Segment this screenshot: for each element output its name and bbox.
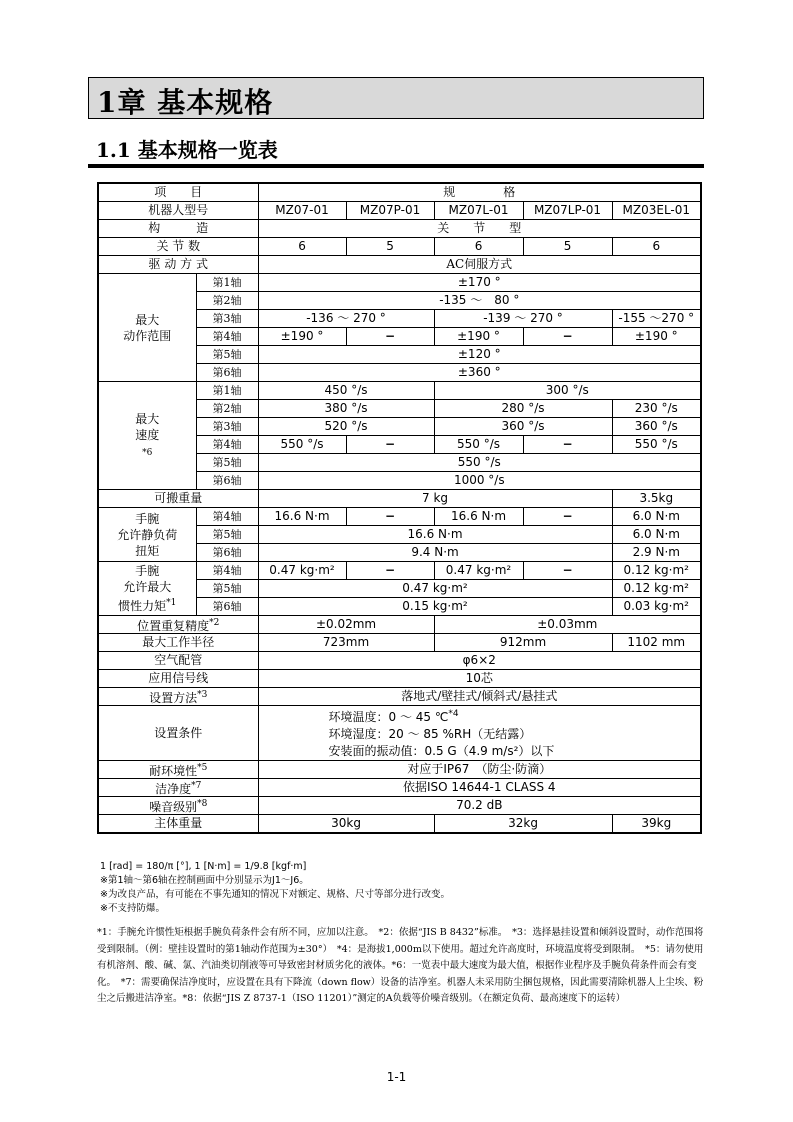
table-row (98, 382, 701, 400)
value-cell: ±360 ° (258, 364, 701, 382)
value-cell: 1102 mm (612, 634, 701, 652)
value-cell: 300 °/s (434, 382, 701, 400)
value-cell: 550 °/s (258, 436, 346, 454)
speed-label-2: 速度 (135, 427, 160, 442)
header-item: 项 目 (98, 183, 258, 202)
page-number: 1-1 (386, 1070, 407, 1084)
model-cell: MZ07-01 (258, 202, 346, 220)
row-label (98, 797, 258, 815)
value-cell: 280 °/s (434, 400, 612, 418)
speed-label-1: 最大 (135, 411, 160, 426)
chapter-header (88, 77, 704, 119)
value-cell: ±190 ° (612, 328, 701, 346)
value-cell: 30kg (258, 815, 434, 834)
axis-label: 第5轴 (196, 454, 258, 472)
explosion-note: ※不支持防爆。 (100, 903, 165, 914)
value-cell: AC伺服方式 (258, 256, 701, 274)
cond-temp-note: *4 (448, 709, 459, 719)
model-cell: MZ03EL-01 (612, 202, 701, 220)
row-label (98, 761, 258, 779)
axis-label: 第3轴 (196, 310, 258, 328)
speed-note: *6 (142, 447, 153, 458)
axis-label: 第4轴 (196, 436, 258, 454)
axis-label: 第1轴 (196, 382, 258, 400)
value-cell: 6 (258, 238, 346, 256)
row-label: 构 造 (98, 220, 258, 238)
value-cell: -139 ～ 270 ° (434, 310, 612, 328)
range-label-1: 最大 (135, 312, 160, 327)
row-label: 主体重量 (98, 815, 258, 834)
value-cell: 550 °/s (434, 436, 523, 454)
spec-table (97, 182, 702, 834)
value-cell: − (346, 436, 434, 454)
value-cell: 7 kg (258, 490, 612, 508)
row-label: 驱 动 方 式 (98, 256, 258, 274)
model-cell: MZ07L-01 (434, 202, 523, 220)
table-row (98, 797, 701, 815)
axis-label: 第4轴 (196, 508, 258, 526)
cond-humidity: 环境湿度：20 ～ 85 %RH（无结露） (328, 727, 532, 741)
mount-label: 设置方法 (149, 690, 198, 705)
value-cell: 0.12 kg·m² (612, 580, 701, 598)
value-cell: 912mm (434, 634, 612, 652)
value-cell: 0.47 kg·m² (258, 580, 612, 598)
value-cell: 70.2 dB (258, 797, 701, 815)
axis-label: 第2轴 (196, 292, 258, 310)
value-cell: 230 °/s (612, 400, 701, 418)
group-label-moment (98, 508, 196, 562)
value-cell: 380 °/s (258, 400, 434, 418)
table-row (98, 688, 701, 706)
value-cell: 723mm (258, 634, 434, 652)
table-row (98, 183, 701, 202)
value-cell: φ6×2 (258, 652, 701, 670)
table-row (98, 238, 701, 256)
value-cell: 16.6 N·m (258, 508, 346, 526)
group-label-range (98, 274, 196, 382)
value-cell: 9.4 N·m (258, 544, 612, 562)
row-label (98, 688, 258, 706)
value-cell: − (523, 328, 612, 346)
value-cell: ±0.02mm (258, 616, 434, 634)
axis-label: 第4轴 (196, 328, 258, 346)
value-cell: 550 °/s (258, 454, 701, 472)
value-cell: 0.12 kg·m² (612, 562, 701, 580)
table-row (98, 670, 701, 688)
env-label: 耐环境性 (149, 763, 198, 778)
value-cell: − (346, 328, 434, 346)
table-row (98, 202, 701, 220)
group-label-speed (98, 382, 196, 490)
table-row (98, 274, 701, 292)
value-cell: 16.6 N·m (258, 526, 612, 544)
value-cell: 关 节 型 (258, 220, 701, 238)
value-cell: 依据ISO 14644-1 CLASS 4 (258, 779, 701, 797)
value-cell: 360 °/s (434, 418, 612, 436)
value-cell: 0.15 kg·m² (258, 598, 612, 616)
cond-vibration: 安装面的振动值：0.5 G（4.9 m/s²）以下 (328, 744, 555, 758)
table-row (98, 256, 701, 274)
clean-note: *7 (191, 780, 202, 791)
table-row (98, 562, 701, 580)
value-cell: ±0.03mm (434, 616, 701, 634)
axis-label: 第2轴 (196, 400, 258, 418)
value-cell: ±190 ° (258, 328, 346, 346)
value-cell: 2.9 N·m (612, 544, 701, 562)
value-cell: -135 ～ 80 ° (258, 292, 701, 310)
axis-label: 第4轴 (196, 562, 258, 580)
table-row (98, 815, 701, 834)
value-cell: − (523, 436, 612, 454)
inertia-label-1: 手腕 (135, 564, 160, 578)
inertia-label-2: 允许最大 (123, 580, 172, 594)
axis-label: 第1轴 (196, 274, 258, 292)
table-row (98, 652, 701, 670)
moment-label-1: 手腕 (135, 511, 160, 526)
axis-label: 第5轴 (196, 346, 258, 364)
axis-label: 第5轴 (196, 526, 258, 544)
chapter-title: 1章 基本规格 (97, 86, 274, 119)
value-cell: ±190 ° (434, 328, 523, 346)
axis-label: 第3轴 (196, 418, 258, 436)
inertia-note: *1 (166, 598, 177, 608)
value-cell: 6.0 N·m (612, 508, 701, 526)
value-cell: ±120 ° (258, 346, 701, 364)
axis-label: 第6轴 (196, 472, 258, 490)
table-row (98, 761, 701, 779)
table-row (98, 634, 701, 652)
row-label (98, 779, 258, 797)
conditions-cell (258, 706, 701, 761)
value-cell: 落地式/壁挂式/倾斜式/悬挂式 (258, 688, 701, 706)
value-cell: 0.03 kg·m² (612, 598, 701, 616)
value-cell: − (523, 562, 612, 580)
axis-label: 第6轴 (196, 364, 258, 382)
value-cell: ±170 ° (258, 274, 701, 292)
table-row (98, 706, 701, 761)
change-note: ※为改良产品，有可能在不事先通知的情况下对额定、规格、尺寸等部分进行改变。 (100, 889, 450, 900)
row-label: 机器人型号 (98, 202, 258, 220)
inertia-label-3: 惯性力矩 (118, 599, 167, 613)
value-cell: 39kg (612, 815, 701, 834)
mount-note: *3 (197, 689, 208, 700)
value-cell: − (346, 508, 434, 526)
range-label-2: 动作范围 (123, 328, 172, 343)
env-note: *5 (197, 762, 208, 773)
row-label: 空气配管 (98, 652, 258, 670)
footnotes: *1：手腕允许惯性矩根据手腕负荷条件会有所不同，应加以注意。 *2：依据“JIS B 8432”标准。 *3：选择悬挂设置和倾斜设置时，动作范围将受到限制。（例：壁挂设置时的第1轴动作范围为±30°） *4：是海拔1,000m以下使用。超过允许高度时，环境温度将受到限制。 *5：请勿使用有机溶剂、酸、碱、氯、汽油类切削液等可导致密封材质劣化的液体。*6：一览表中最大速度为最大值，根据作业程序及手腕负荷条件而会有变化。 *7：需要确保洁净度时，应设置在具有下降流（down flow）设备的洁净室。机器人未采用防尘捆包规格，因此需要清除机器人上尘埃、粉尘之后搬进洁净室。*8：依据“JIS Z 8737-1（ISO 11201）”测定的A负载等价噪音级别。（在额定负荷、最高速度下的运转） (97, 927, 704, 1004)
row-label: 最大工作半径 (98, 634, 258, 652)
value-cell: 1000 °/s (258, 472, 701, 490)
value-cell: 6 (434, 238, 523, 256)
row-label: 应用信号线 (98, 670, 258, 688)
table-row (98, 220, 701, 238)
value-cell: 32kg (434, 815, 612, 834)
value-cell: 6.0 N·m (612, 526, 701, 544)
value-cell: 3.5kg (612, 490, 701, 508)
value-cell: 5 (523, 238, 612, 256)
value-cell: 16.6 N·m (434, 508, 523, 526)
axis-label: 第6轴 (196, 598, 258, 616)
value-cell: -136 ～ 270 ° (258, 310, 434, 328)
header-spec: 规 格 (258, 183, 701, 202)
cond-temp: 环境温度：0 ～ 45 ℃ (328, 710, 449, 724)
row-label: 关 节 数 (98, 238, 258, 256)
model-cell: MZ07P-01 (346, 202, 434, 220)
section-rule (88, 164, 704, 168)
unit-note: 1 [rad] = 180/π [°], 1 [N·m] = 1/9.8 [kgf·m] (100, 861, 307, 872)
noise-label: 噪音级别 (149, 799, 198, 814)
value-cell: 10芯 (258, 670, 701, 688)
repeat-note: *2 (209, 617, 220, 628)
value-cell: 0.47 kg·m² (258, 562, 346, 580)
value-cell: 0.47 kg·m² (434, 562, 523, 580)
row-label: 设置条件 (98, 706, 258, 761)
axis-label: 第5轴 (196, 580, 258, 598)
value-cell: 对应于IP67 （防尘·防滴） (258, 761, 701, 779)
moment-label-3: 扭矩 (135, 543, 160, 558)
section-title: 1.1 基本规格一览表 (96, 138, 278, 162)
value-cell: 450 °/s (258, 382, 434, 400)
value-cell: 550 °/s (612, 436, 701, 454)
table-row (98, 616, 701, 634)
clean-label: 洁净度 (155, 781, 192, 796)
value-cell: -155 ～270 ° (612, 310, 701, 328)
row-label: 可搬重量 (98, 490, 258, 508)
value-cell: − (523, 508, 612, 526)
value-cell: 360 °/s (612, 418, 701, 436)
moment-label-2: 允许静负荷 (117, 527, 178, 542)
value-cell: 520 °/s (258, 418, 434, 436)
group-label-inertia (98, 562, 196, 616)
axis-note: ※第1轴～第6轴在控制画面中分别显示为J1～J6。 (100, 875, 309, 886)
value-cell: 5 (346, 238, 434, 256)
model-cell: MZ07LP-01 (523, 202, 612, 220)
table-row (98, 490, 701, 508)
repeat-label: 位置重复精度 (137, 618, 210, 633)
table-row (98, 779, 701, 797)
axis-label: 第6轴 (196, 544, 258, 562)
value-cell: − (346, 562, 434, 580)
table-row (98, 508, 701, 526)
noise-note: *8 (197, 798, 208, 809)
row-label (98, 616, 258, 634)
value-cell: 6 (612, 238, 701, 256)
